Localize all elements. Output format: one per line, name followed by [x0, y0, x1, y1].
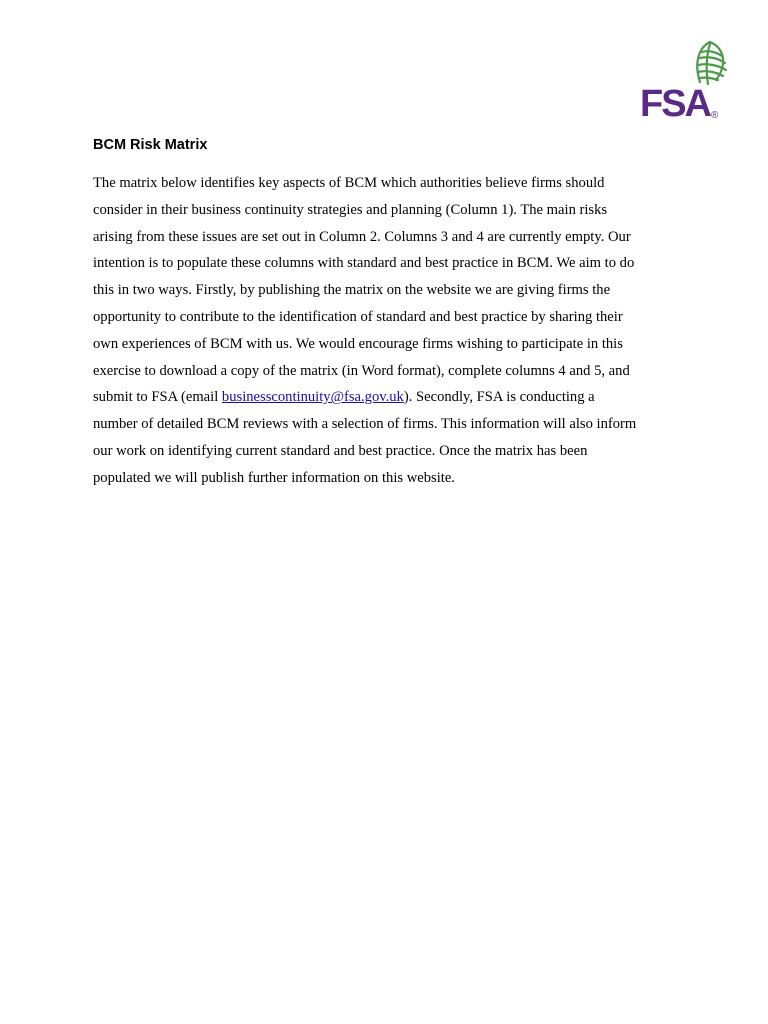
email-line-before: submit to FSA (email	[93, 389, 222, 406]
paragraph-line: populated we will publish further information on this website.	[93, 469, 455, 486]
registered-mark: ®	[711, 110, 719, 121]
email-line-after: ). Secondly, FSA is conducting a	[403, 389, 595, 406]
paragraph-line: this in two ways. Firstly, by publishing the matrix on the website we are giving firms the	[93, 282, 611, 299]
leaf-icon	[697, 42, 726, 84]
page-title: BCM Risk Matrix	[93, 137, 208, 153]
paragraph-line: number of detailed BCM reviews with a selection of firms. This information will also inform	[93, 416, 637, 433]
logo-text: FSA	[640, 83, 710, 122]
paragraph-line: The matrix below identifies key aspects of BCM which authorities believe firms should	[93, 175, 605, 191]
paragraph-line-with-email	[93, 384, 693, 411]
email-link[interactable]: businesscontinuity@fsa.gov.uk	[221, 389, 404, 406]
paragraph-line: intention is to populate these columns with standard and best practice in BCM. We aim to do	[93, 255, 635, 272]
paragraph-line: arising from these issues are set out in Column 2. Columns 3 and 4 are currently empty. Our	[93, 228, 631, 245]
intro-paragraph	[93, 170, 693, 492]
paragraph-line: own experiences of BCM with us. We would encourage firms wishing to participate in this	[93, 335, 623, 352]
paragraph-line: our work on identifying current standard and best practice. Once the matrix has been	[93, 442, 588, 459]
fsa-logo	[640, 38, 732, 122]
paragraph-line: exercise to download a copy of the matrix (in Word format), complete columns 4 and 5, and	[93, 362, 630, 379]
paragraph-line: consider in their business continuity strategies and planning (Column 1). The main risks	[93, 201, 608, 218]
paragraph-line: opportunity to contribute to the identification of standard and best practice by sharing their	[93, 308, 623, 325]
